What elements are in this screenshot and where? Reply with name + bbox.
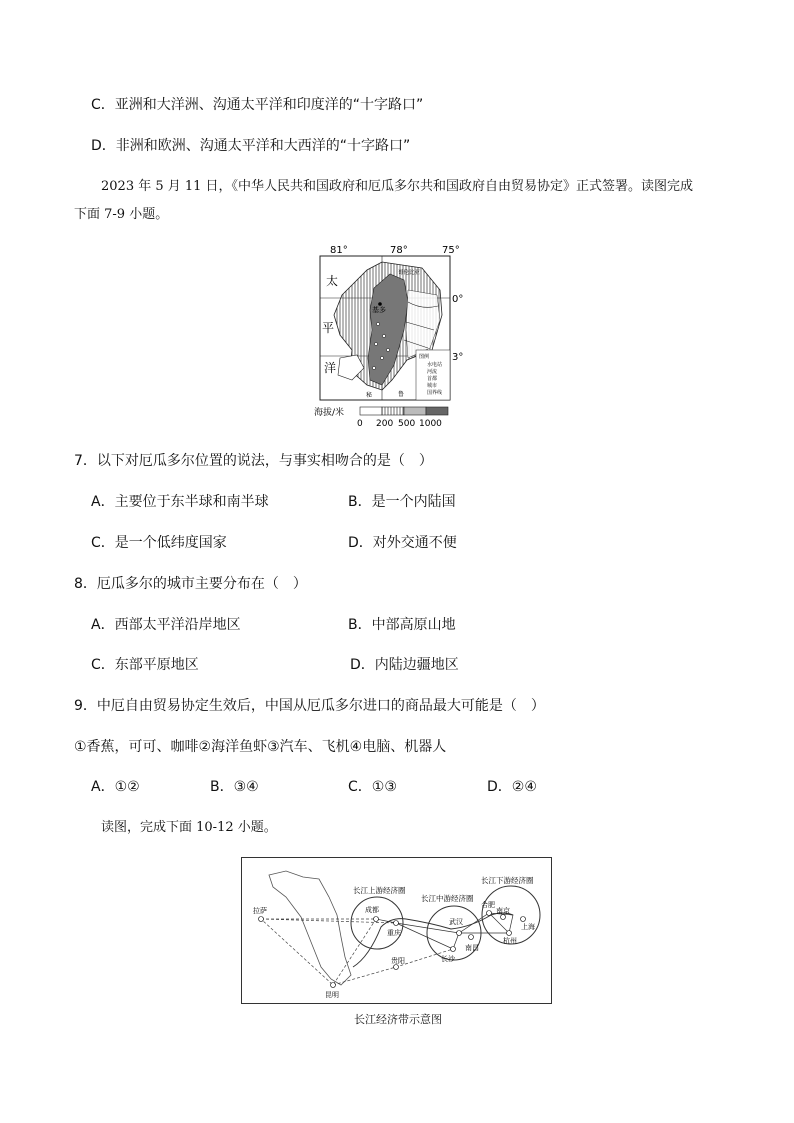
east-plain	[406, 290, 440, 358]
city-changsha: 长沙	[441, 955, 455, 963]
city-hefei: 合肥	[481, 901, 495, 909]
city-chongqing: 重庆	[387, 929, 401, 937]
lower-circle-label: 长江下游经济圈	[481, 876, 534, 885]
city-hangzhou: 杭州	[503, 937, 517, 945]
legend-capital: 首都	[427, 376, 438, 382]
upper-circle-label: 长江上游经济圈	[353, 886, 406, 895]
legend-city: 城市	[427, 383, 438, 389]
q8-option-d[interactable]: D．内陆边疆地区	[350, 657, 459, 673]
city-chengdu: 成都	[365, 906, 379, 914]
legend-border: 国界线	[427, 390, 443, 396]
legend-river: 河流	[427, 369, 438, 375]
neighbor-peru-2: 鲁	[398, 391, 405, 398]
map2-caption: 长江经济带示意图	[354, 1013, 442, 1026]
city-shanghai: 上海	[521, 923, 535, 931]
elev-tick-200: 200	[376, 419, 394, 429]
q8-option-b[interactable]: B．中部高原山地	[348, 617, 456, 633]
option-c-prev: C．亚洲和大洋洲、沟通太平洋和印度洋的“十字路口”	[91, 97, 424, 113]
q7-stem: 7．以下对厄瓜多尔位置的说法，与事实相吻合的是（ ）	[74, 453, 433, 469]
lat-3-label: 3°	[452, 352, 464, 363]
q9-option-d[interactable]: D．②④	[487, 779, 537, 795]
ocean-char-yang: 洋	[324, 361, 337, 375]
ocean-char-tai: 太	[326, 274, 339, 288]
middle-circle-label: 长江中游经济圈	[421, 894, 474, 903]
elevation-label: 海拔/米	[314, 408, 345, 418]
yangtze-map	[241, 857, 553, 1007]
city-kunming: 昆明	[325, 991, 339, 999]
lat-0-label: 0°	[452, 294, 464, 305]
intro-line-2: 下面 7-9 小题。	[74, 207, 169, 222]
elev-tick-500: 500	[398, 419, 416, 429]
lon-81-label: 81°	[330, 245, 348, 256]
intro-line-1: 2023 年 5 月 11 日，《中华人民共和国政府和厄瓜多尔共和国政府自由贸易协定》正式签署。读图完成	[101, 179, 694, 194]
capital-label: 基多	[372, 306, 386, 314]
q9-option-c[interactable]: C．①③	[348, 779, 397, 795]
option-d-prev: D．非洲和欧洲、沟通太平洋和大西洋的“十字路口”	[91, 138, 411, 154]
q7-option-a[interactable]: A．主要位于东半球和南半球	[91, 494, 269, 510]
neighbor-colombia: 哥伦比亚	[398, 270, 421, 276]
q9-items: ①香蕉，可可、咖啡②海洋鱼虾③汽车、飞机④电脑、机器人	[74, 739, 447, 755]
elev-tick-0: 0	[357, 419, 363, 429]
neighbor-peru-1: 秘	[366, 392, 373, 399]
city-wuhan: 武汉	[449, 918, 463, 926]
q7-option-b[interactable]: B．是一个内陆国	[348, 494, 456, 510]
lon-75-label: 75°	[442, 245, 460, 256]
q8-option-a[interactable]: A．西部太平洋沿岸地区	[91, 617, 241, 633]
legend-title: 图例	[419, 354, 430, 360]
q7-option-d[interactable]: D．对外交通不便	[348, 535, 457, 551]
city-lhasa: 拉萨	[253, 907, 267, 915]
city-guiyang: 贵阳	[391, 957, 405, 965]
q9-option-b[interactable]: B．③④	[210, 779, 259, 795]
elev-tick-1000: 1000	[419, 419, 442, 429]
q8-stem: 8．厄瓜多尔的城市主要分布在（ ）	[74, 576, 307, 592]
lon-78-label: 78°	[390, 245, 408, 256]
q7-option-c[interactable]: C．是一个低纬度国家	[91, 535, 227, 551]
q8-option-c[interactable]: C．东部平原地区	[91, 657, 199, 673]
ocean-char-ping: 平	[322, 321, 335, 335]
intro-2: 读图，完成下面 10-12 小题。	[101, 820, 277, 835]
legend-hydro: 水电站	[427, 362, 443, 368]
q9-option-a[interactable]: A．①②	[91, 779, 140, 795]
city-nanjing: 南京	[496, 907, 510, 915]
q9-stem: 9．中厄自由贸易协定生效后，中国从厄瓜多尔进口的商品最大可能是（ ）	[74, 698, 545, 714]
ecuador-map	[312, 240, 462, 430]
city-nanchang: 南昌	[465, 944, 479, 952]
